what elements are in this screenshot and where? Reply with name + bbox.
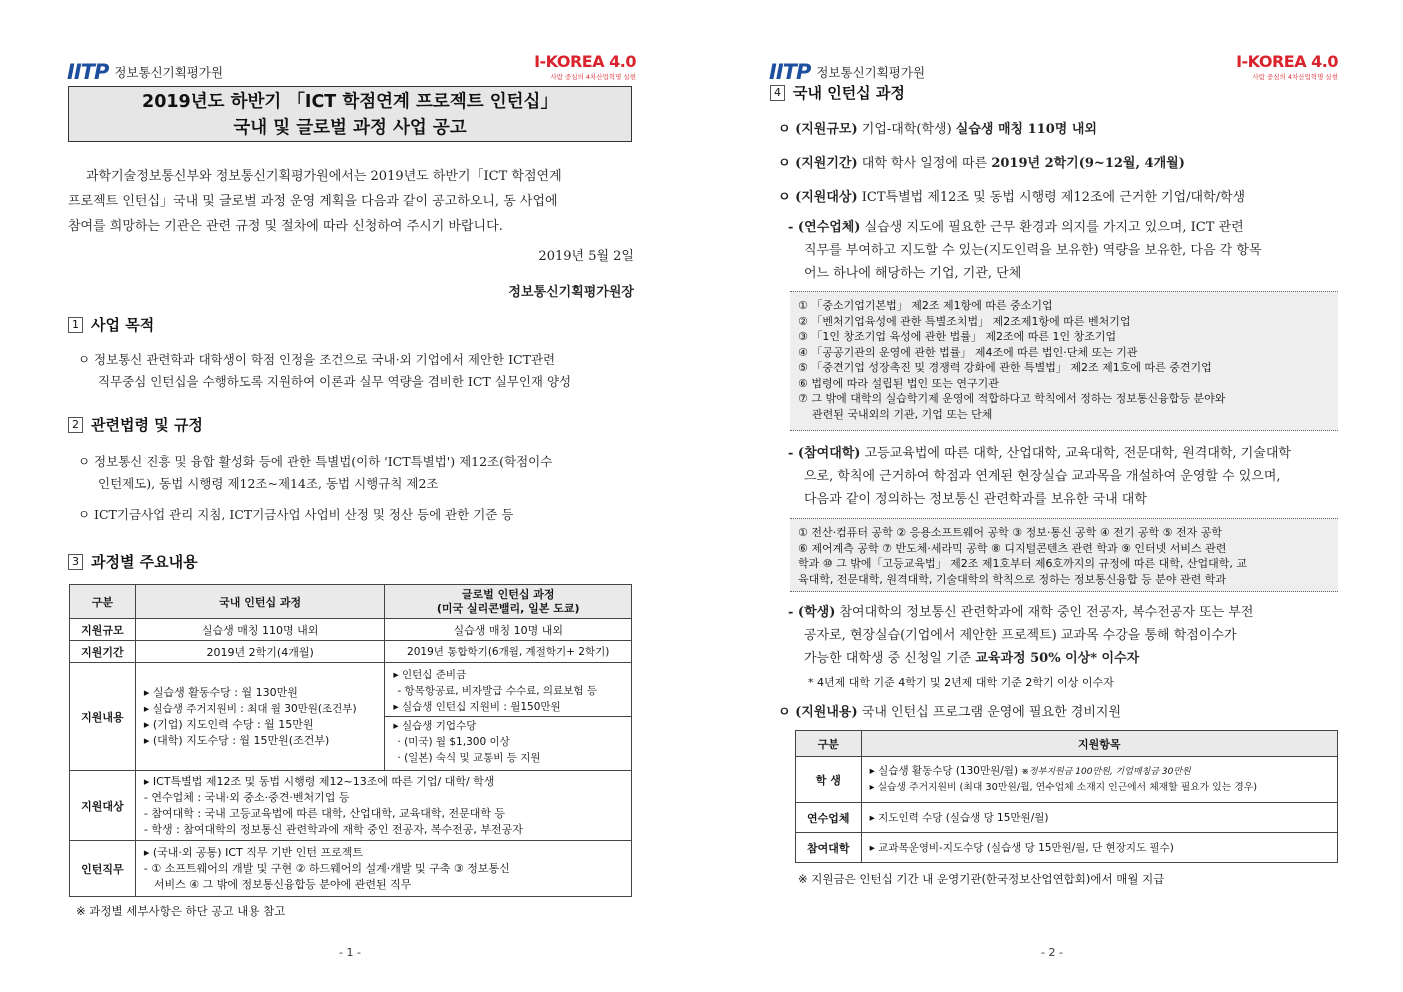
iitp-logo [67,60,223,84]
table-row [796,803,1338,833]
cell-text: ▸ 실습생 활동수당 (130만원/월) [869,765,1022,777]
period-line [778,153,1348,175]
department-line: ⑥ 제어계측 공학 ⑦ 반도체·세라믹 공학 ⑧ 디지털콘텐츠 관련 학과 ⑨ 인터넷 서비스 관련 [798,541,1227,555]
table-cell [135,841,631,897]
row-label: 학 생 [796,757,862,803]
cell-line: · (미국) 월 $1,300 이상 [397,736,510,748]
title-line-2: 국내 및 글로벌 과정 사업 공고 [233,118,467,138]
section-number: 1 [68,317,83,333]
target-line [778,187,1348,209]
cell-line: ▸ 실습생 인턴십 지원비 : 월150만원 [393,701,561,713]
table-header: 구분 [70,585,136,619]
intro-line: 참여를 희망하는 기관은 관련 규정 및 절차에 따라 신청하여 주시기 바랍니다. [68,219,503,234]
bullet-text: 직무중심 인턴십을 수행하도록 지원하여 이론과 실무 역량을 겸비한 ICT 실무인재 양성 [98,374,572,389]
block-label: - (연수업체) [788,220,861,235]
table-row [70,841,632,897]
criteria-line: ② 「벤처기업육성에 관한 특별조치법」 제2조제1항에 따른 벤처기업 [798,314,1131,328]
table-row [796,757,1338,803]
section-2-heading [68,414,203,435]
table-header-line: (미국 실리콘밸리, 일본 도쿄) [436,601,580,615]
row-label: 지원내용 [70,663,136,771]
section-1-body [78,349,638,393]
section-2-body [78,451,638,526]
row-label: 지원기간 [70,641,136,663]
iitp-logo-mark: IITP [769,60,811,84]
table-row [70,641,632,663]
cell-line: ▸ 실습생 주거지원비 : 최대 월 30만원(조건부) [143,702,357,715]
page-number: - 1 - [339,946,361,959]
block-line: 직무를 부여하고 지도할 수 있는(지도인력을 보유한) 역량을 보유한, 다음 각 항목 [804,243,1262,258]
block-text: 가능한 대학생 중 신청일 기준 [804,651,976,666]
page-number: - 2 - [1041,946,1063,959]
cell-line: ▸ 실습생 기업수당 [385,716,631,734]
block-text: 고등교육법에 따른 대학, 산업대학, 교육대학, 전문대학, 원격대학, 기술대학 [860,446,1291,461]
block-line: 으로, 학칙에 근거하여 학점과 연계된 현장실습 교과목을 개설하여 운영할 수 있으며, [804,469,1281,484]
item-strong: 실습생 매칭 110명 내외 [955,122,1097,137]
row-label: 지원규모 [70,619,136,641]
table-header: 구분 [796,731,862,757]
cell-line: ▸ 인턴십 준비금 [393,669,467,681]
table-cell: 실습생 매칭 110명 내외 [135,619,385,641]
table-cell [861,757,1337,803]
ikorea-slogan: 사람 중심의 4차산업혁명 실현 [1252,73,1338,81]
row-label: 인턴직무 [70,841,136,897]
table-row [70,771,632,841]
title-line-1: 2019년도 하반기 「ICT 학점연계 프로젝트 인턴십」 [142,92,558,112]
page-2-footnote: ※ 지원금은 인턴십 기간 내 운영기관(한국정보산업연합회)에서 매월 지급 [798,872,1165,886]
section-title: 사업 목적 [91,316,155,334]
block-line: 다음과 같이 정의하는 정보통신 관련학과를 보유한 국내 대학 [804,492,1147,507]
item-label: ㅇ (지원기간) [778,156,858,171]
bullet-text: 인턴제도), 동법 시행령 제12조~제14조, 동법 시행규칙 제2조 [98,476,439,491]
criteria-line: 관련된 국내외의 기관, 기업 또는 단체 [798,407,993,421]
support-line [778,702,1348,724]
criteria-line: ⑤ 「중견기업 성장촉진 및 경쟁력 강화에 관한 특별법」 제2조 제1호에 따른 중견기업 [798,361,1212,374]
block-line [788,216,1348,239]
support-table [795,730,1338,863]
item-label: ㅇ (지원규모) [778,122,858,137]
cell-line: ▸ (국내·외 공통) ICT 직무 기반 인턴 프로젝트 [143,845,363,859]
cell-line: ▸ 실습생 주거지원비 (최대 30만원/월, 연수업체 소재지 인근에서 체재할 필요가 있는 경우) [869,782,1258,793]
signer: 정보통신기획평가원장 [508,285,634,300]
cell-line: ▸ (기업) 지도인력 수당 : 월 15만원 [143,717,314,731]
cell-line: - 연수업체 : 국내·외 중소·중견·벤처기업 등 [143,790,350,804]
table-row [70,663,632,771]
section-3-heading [68,551,198,572]
row-label: 지원대상 [70,771,136,841]
cell-line: ▸ ICT특별법 제12조 및 동법 시행령 제12~13조에 따른 기업/ 대학/ 학생 [143,774,495,788]
cell-line [870,763,1329,780]
bullet-text: ㅇ 정보통신 진흥 및 융합 활성화 등에 관한 특별법(이하 'ICT특별법') 제12조(학점이수 [78,454,553,469]
section-title: 과정별 주요내용 [91,553,198,571]
block-label: - (참여대학) [788,446,861,461]
org-name: 정보통신기획평가원 [114,65,224,80]
table-cell: 2019년 통합학기(6개월, 계절학기+ 2학기) [385,641,632,663]
item-text: 기업-대학(학생) [857,122,956,137]
student-note: * 4년제 대학 기준 4학기 및 2년제 대학 기준 2학기 이상 이수자 [808,676,1114,689]
block-label: - (학생) [788,605,836,620]
table-cell: 2019년 2학기(4개월) [135,641,385,663]
section-1-heading [68,314,154,335]
section-title: 관련법령 및 규정 [91,416,203,434]
block-line [788,442,1348,465]
row-label: 연수업체 [796,803,862,833]
company-criteria-box [790,291,1338,431]
cell-note: ※정부지원금 100만원, 기업매칭금 30만원 [1021,767,1191,777]
table-header-line: 글로벌 인턴십 과정 [461,587,555,601]
table-row [70,619,632,641]
item-text: ICT특별법 제12조 및 동법 시행령 제12조에 근거한 기업/대학/학생 [857,190,1246,205]
table-header-row [796,731,1338,757]
criteria-line: ④ 「공공기관의 운영에 관한 법률」 제4조에 따른 법인·단체 또는 기관 [798,345,1138,359]
section-4-heading [770,82,905,103]
table-row [796,833,1338,863]
department-line: ① 전산·컴퓨터 공학 ② 응용소프트웨어 공학 ③ 정보·통신 공학 ④ 전기 공학 ⑤ 전자 공학 [798,526,1223,539]
criteria-line: ⑦ 그 밖에 대학의 실습학기제 운영에 적합하다고 학칙에서 정하는 정보통신융합등 분야와 [798,392,1226,405]
table-cell [135,771,631,841]
ikorea-slogan: 사람 중심의 4차산업혁명 실현 [550,73,636,81]
item-label: ㅇ (지원대상) [778,190,858,205]
iitp-logo-mark: IITP [67,60,109,84]
department-line: 학과 ⑩ 그 밖에「고등교육법」 제2조 제1호부터 제6호까지의 규정에 따른 대학, 산업대학, 교 [798,557,1247,570]
block-text: 참여대학의 정보통신 관련학과에 재학 중인 전공자, 복수전공자 또는 부전 [835,605,1254,620]
iitp-logo [769,60,925,84]
cell-line: - 참여대학 : 국내 고등교육법에 따른 대학, 산업대학, 교육대학, 전문대학 등 [143,806,506,820]
ikorea-logo [1222,52,1338,81]
university-block [788,442,1348,511]
intro-line: 프로젝트 인턴십」국내 및 글로벌 과정 운영 계획을 다음과 같이 공고하오니, 동 사업에 [68,194,558,209]
table-header: 지원항목 [861,731,1337,757]
page-2 [702,0,1403,992]
block-strong: 교육과정 50% 이상* 이수자 [975,651,1140,666]
program-table [69,584,632,897]
criteria-line: ⑥ 법령에 따라 설립된 법인 또는 연구기관 [798,376,999,390]
ikorea-brand: I-KOREA 4.0 [534,52,636,71]
cell-line: 서비스 ④ 그 밖에 정보통신융합등 분야에 관련된 직무 [153,877,412,891]
item-text: 국내 인턴십 프로그램 운영에 필요한 경비지원 [857,705,1122,720]
page-1 [0,0,701,992]
section-number: 4 [770,85,785,101]
cell-line: ▸ 실습생 활동수당 : 월 130만원 [143,685,298,699]
page-1-footnote: ※ 과정별 세부사항은 하단 공고 내용 참고 [76,904,286,918]
ikorea-logo [520,52,636,81]
item-text: 대학 학사 일정에 따른 [857,156,992,171]
student-block [788,601,1348,670]
table-cell: ▸ 지도인력 수당 (실습생 당 15만원/월) [861,803,1337,833]
notice-title [68,86,632,142]
table-cell [385,663,632,771]
item-label: ㅇ (지원내용) [778,705,858,720]
section-number: 3 [68,554,83,570]
cell-line: - 항목항공료, 비자발급 수수료, 의료보험 등 [397,685,597,697]
criteria-line: ③ 「1인 창조기업 육성에 관한 법률」 제2조에 따른 1인 창조기업 [798,330,1117,343]
department-line: 육대학, 전문대학, 원격대학, 기술대학의 학칙으로 정하는 정보통신융합 등 분야 관련 학과 [798,572,1226,586]
table-cell: ▸ 교과목운영비-지도수당 (실습생 당 15만원/월, 단 현장지도 필수) [861,833,1337,863]
table-header-row [70,585,632,619]
table-header [385,585,632,619]
block-text: 실습생 지도에 필요한 근무 환경과 의지를 가지고 있으며, ICT 관련 [860,220,1244,235]
intro-line: 과학기술정보통신부와 정보통신기획평가원에서는 2019년도 하반기「ICT 학점연계 [86,169,562,184]
table-cell [135,663,385,771]
ikorea-brand: I-KOREA 4.0 [1236,52,1338,71]
org-name: 정보통신기획평가원 [816,65,926,80]
cell-line: - 학생 : 참여대학의 정보통신 관련학과에 재학 중인 전공자, 복수전공, 부전공자 [143,822,523,836]
block-line [788,647,1348,670]
bullet-text: ㅇ ICT기금사업 관리 지침, ICT기금사업 사업비 산정 및 정산 등에 관한 기준 등 [78,507,514,522]
cell-line: - ① 소프트웨어의 개발 및 구현 ② 하드웨어의 설계·개발 및 구축 ③ 정보통신 [143,861,510,875]
block-line: 공자로, 현장실습(기업에서 제안한 프로젝트) 교과목 수강을 통해 학점이수가 [804,628,1237,643]
section-title: 국내 인턴십 과정 [793,84,905,102]
item-strong: 2019년 2학기(9~12월, 4개월) [991,156,1185,171]
criteria-line: ① 「중소기업기본법」 제2조 제1항에 따른 중소기업 [798,299,1053,312]
department-box [790,518,1338,592]
table-cell: 실습생 매칭 10명 내외 [385,619,632,641]
cell-line: ▸ (대학) 지도수당 : 월 15만원(조건부) [143,733,330,747]
block-line: 어느 하나에 해당하는 기업, 기관, 단체 [804,266,1022,281]
bullet-text: ㅇ 정보통신 관련학과 대학생이 학점 인정을 조건으로 국내·외 기업에서 제안한 ICT관련 [78,352,556,367]
scale-line [778,119,1348,141]
section-number: 2 [68,417,83,433]
cell-line: · (일본) 숙식 및 교통비 등 지원 [397,752,541,764]
table-header: 국내 인턴십 과정 [135,585,385,619]
block-line [788,601,1348,624]
intro-paragraph [68,164,638,239]
notice-date: 2019년 5월 2일 [538,249,634,264]
row-label: 참여대학 [796,833,862,863]
company-block [788,216,1348,285]
